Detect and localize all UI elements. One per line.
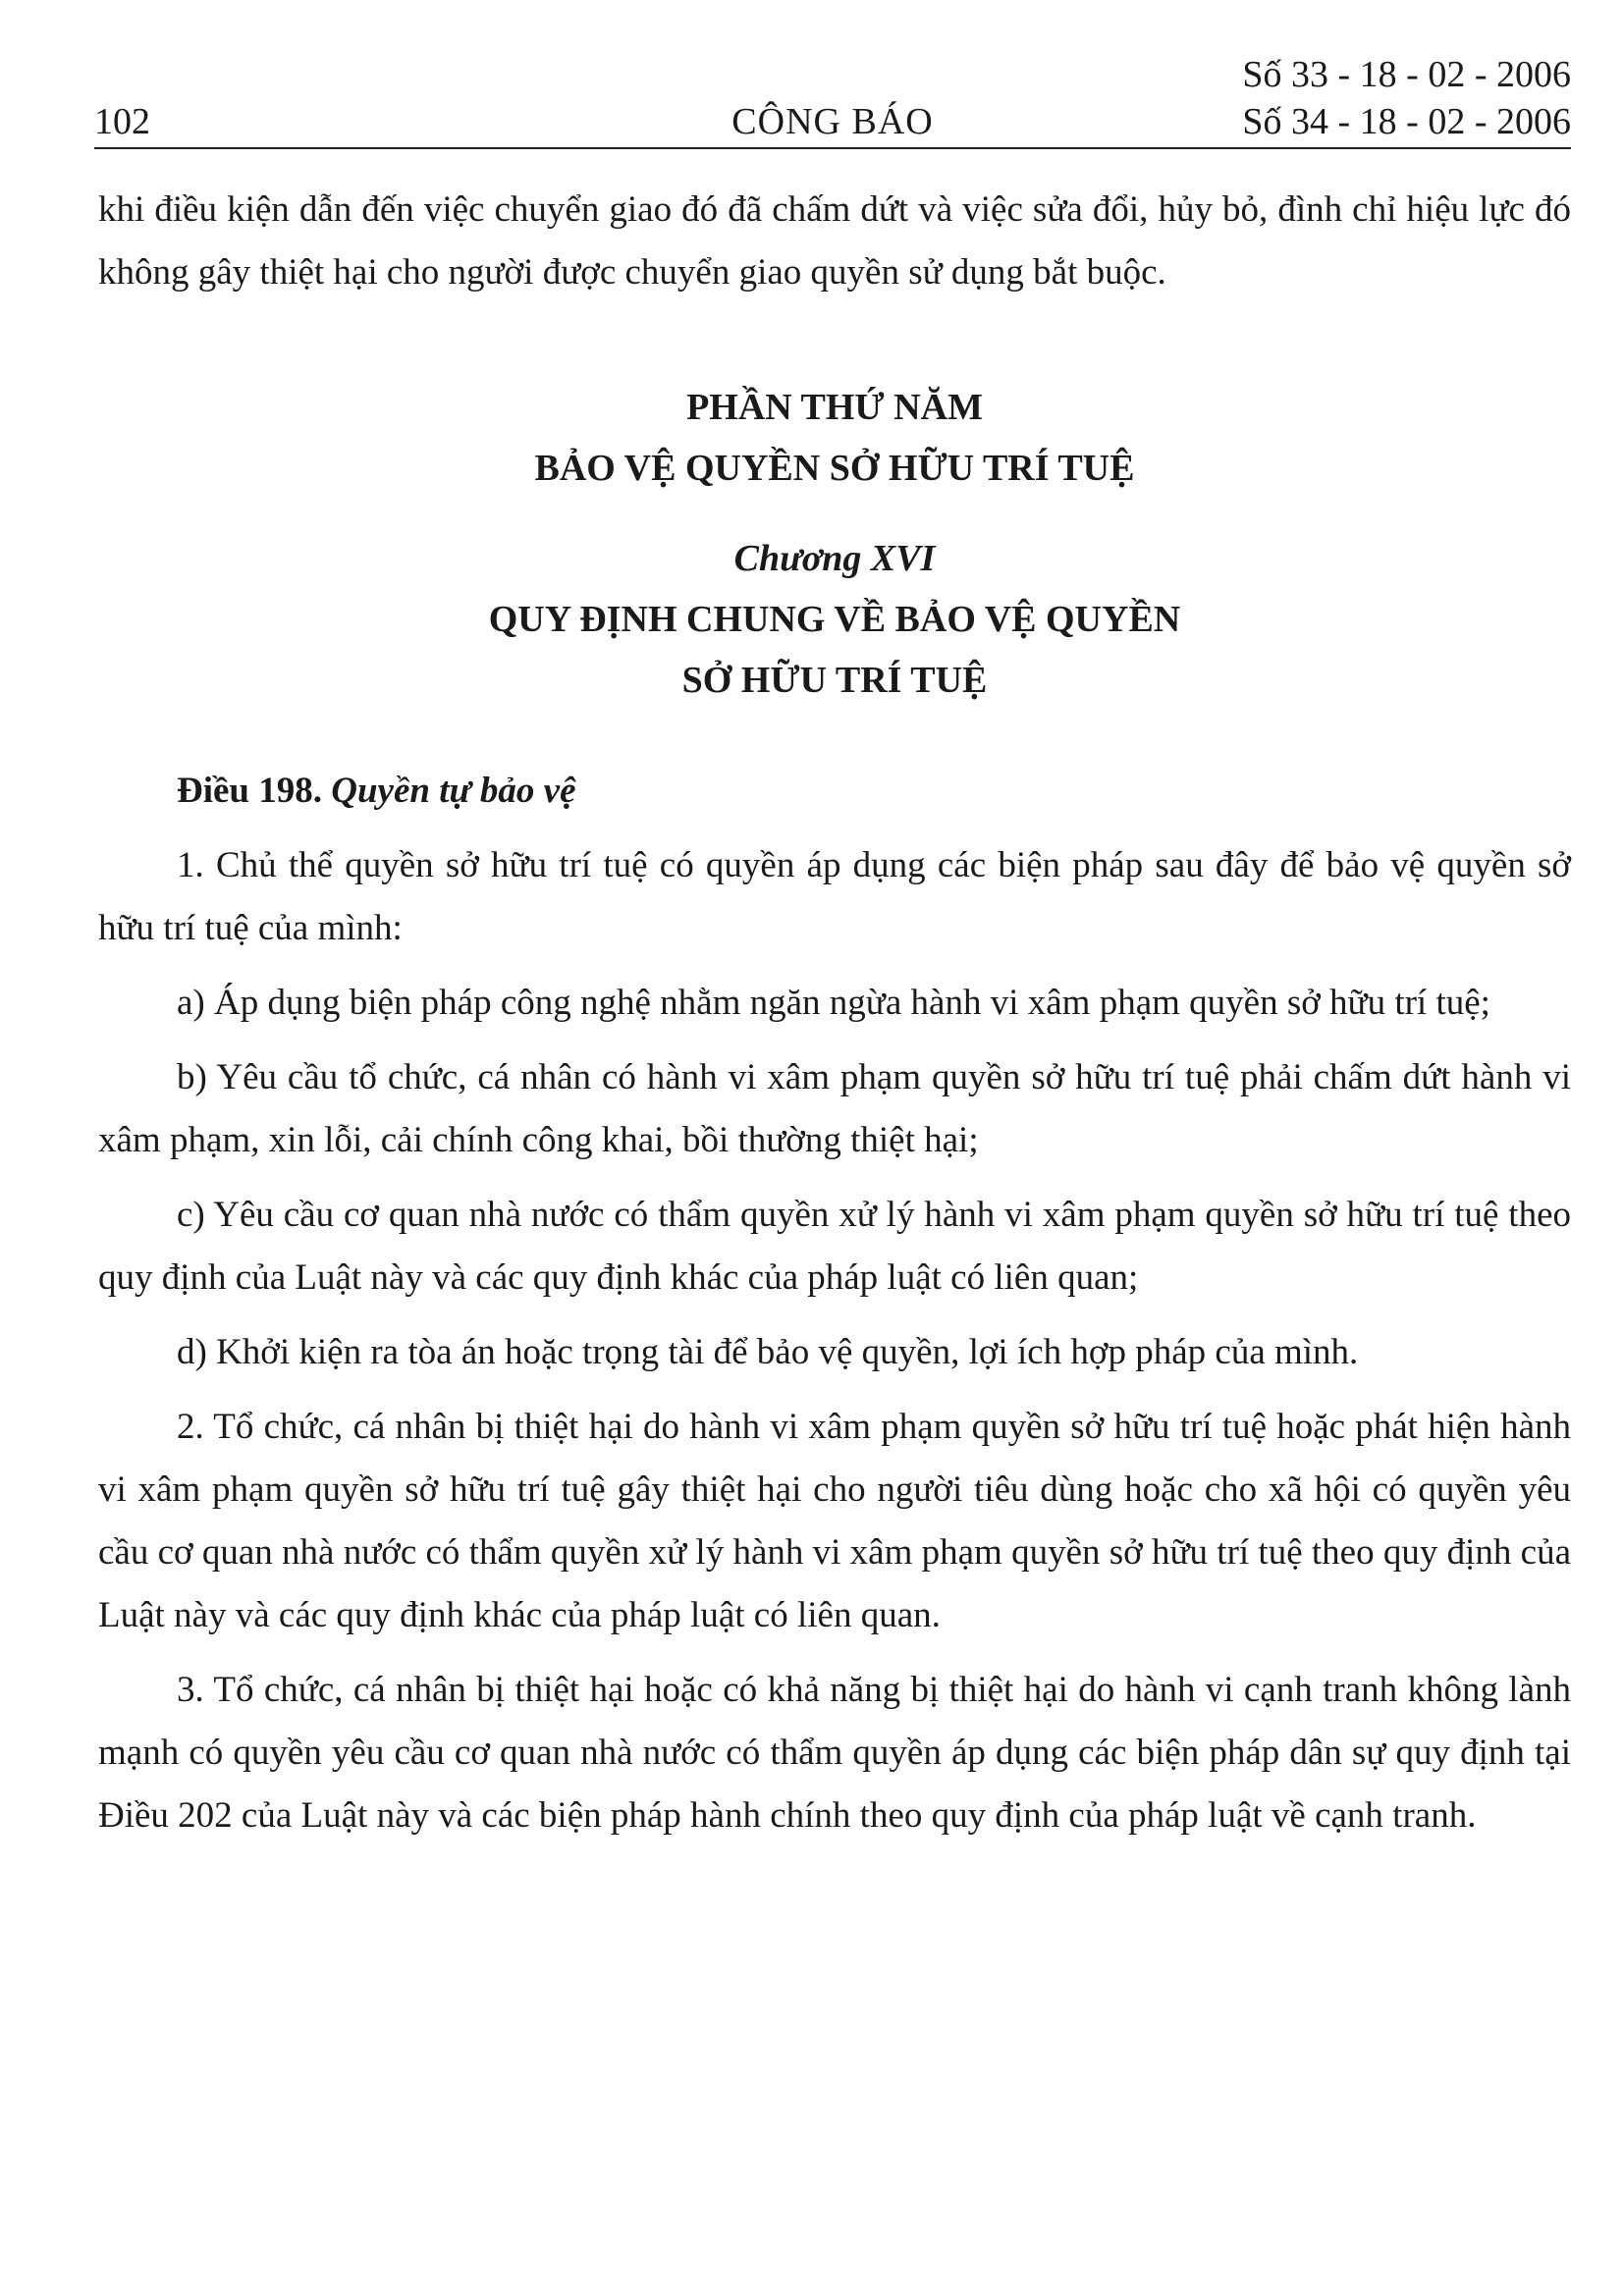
continuation-paragraph: khi điều kiện dẫn đến việc chuyển giao đó đã chấm dứt và việc sửa đổi, hủy bỏ, đình chỉ hiệu lực đó không gây thiệt hại cho người được chuyển giao quyền sử dụng bắt buộc. bbox=[98, 189, 1571, 293]
clause-2: 2. Tổ chức, cá nhân bị thiệt hại do hành vi xâm phạm quyền sở hữu trí tuệ hoặc phát hiện hành vi xâm phạm quyền sở hữu trí tuệ gây thiệt hại cho người tiêu dùng hoặc cho xã hội có quyền yêu cầu cơ quan nhà nước có thẩm quyền xử lý hành vi xâm phạm quyền sở hữu trí tuệ theo quy định của Luật này và các quy định khác của pháp luật có liên quan. bbox=[98, 1407, 1571, 1635]
point-d: d) Khởi kiện ra tòa án hoặc trọng tài để bảo vệ quyền, lợi ích hợp pháp của mình. bbox=[177, 1332, 1359, 1372]
clause-3: 3. Tổ chức, cá nhân bị thiệt hại hoặc có khả năng bị thiệt hại do hành vi cạnh tranh không lành mạnh có quyền yêu cầu cơ quan nhà nước có thẩm quyền áp dụng các biện pháp dân sự quy định tại Điều 202 của Luật này và các biện pháp hành chính theo quy định của pháp luật về cạnh tranh. bbox=[98, 1670, 1571, 1836]
spacer bbox=[98, 316, 1571, 377]
article-number: Điều 198. bbox=[177, 771, 322, 811]
document-body bbox=[98, 179, 1571, 1859]
part-number: PHẦN THỨ NĂM bbox=[686, 387, 983, 428]
article-heading bbox=[98, 760, 1571, 823]
part-title: BẢO VỆ QUYỀN SỞ HỮU TRÍ TUỆ bbox=[534, 448, 1135, 489]
spacer bbox=[98, 499, 1571, 528]
chapter-number: Chương XVI bbox=[733, 538, 936, 579]
issue-number-2: Số 34 - 18 - 02 - 2006 bbox=[1242, 101, 1571, 142]
clause-1: 1. Chủ thể quyền sở hữu trí tuệ có quyền áp dụng các biện pháp sau đây để bảo vệ quyền sở hữu trí tuệ của mình: bbox=[98, 845, 1571, 948]
spacer bbox=[98, 711, 1571, 760]
point-c: c) Yêu cầu cơ quan nhà nước có thẩm quyền xử lý hành vi xâm phạm quyền sở hữu trí tuệ theo quy định của Luật này và các quy định khác của pháp luật có liên quan; bbox=[98, 1195, 1571, 1298]
issue-numbers bbox=[1242, 51, 1571, 145]
point-b: b) Yêu cầu tổ chức, cá nhân có hành vi xâm phạm quyền sở hữu trí tuệ phải chấm dứt hành vi xâm phạm, xin lỗi, cải chính công khai, bồi thường thiệt hại; bbox=[98, 1057, 1571, 1160]
page-header bbox=[94, 51, 1571, 145]
chapter-title-line-1: QUY ĐỊNH CHUNG VỀ BẢO VỆ QUYỀN bbox=[488, 599, 1181, 640]
chapter-title-line-2: SỞ HỮU TRÍ TUỆ bbox=[681, 660, 988, 701]
header-divider bbox=[94, 147, 1571, 149]
article-title: Quyền tự bảo vệ bbox=[331, 771, 576, 811]
point-a: a) Áp dụng biện pháp công nghệ nhằm ngăn ngừa hành vi xâm phạm quyền sở hữu trí tuệ; bbox=[177, 983, 1490, 1023]
issue-number-1: Số 33 - 18 - 02 - 2006 bbox=[1242, 54, 1571, 95]
gazette-name: CÔNG BÁO bbox=[731, 101, 934, 142]
page-number: 102 bbox=[94, 101, 150, 142]
